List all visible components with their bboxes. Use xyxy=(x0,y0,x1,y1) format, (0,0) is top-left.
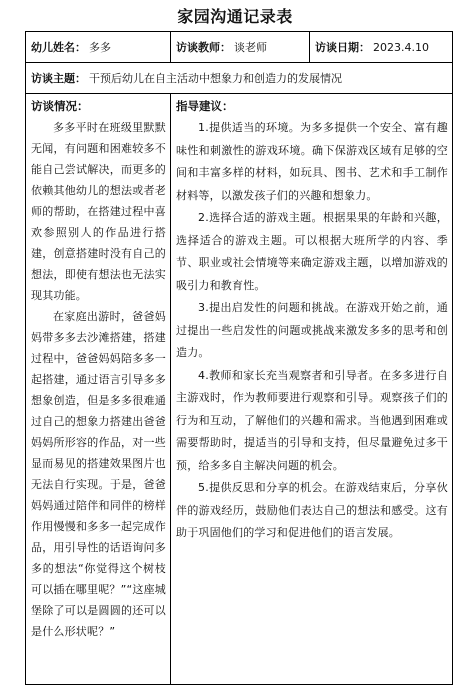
suggestions-cell xyxy=(171,94,453,685)
page-title: 家园沟通记录表 xyxy=(177,7,293,26)
header-row xyxy=(26,32,453,63)
teacher-label: 访谈教师： xyxy=(176,41,231,54)
topic-cell xyxy=(26,63,453,94)
suggestions-heading: 指导建议： xyxy=(176,99,234,113)
child-name-cell xyxy=(26,32,171,63)
content-row xyxy=(26,94,453,685)
situation-heading: 访谈情况： xyxy=(31,99,89,113)
suggestion-paragraph: 2.选择合适的游戏主题。根据果果的年龄和兴趣，选择适合的游戏主题。可以根据大班所学的内容、季节、职业或社会情境等来确定游戏主题，以增加游戏的吸引力和教育性。 xyxy=(176,211,448,292)
situation-paragraph: 多多平时在班级里默默无闻，有问题和困难较多不能自己尝试解决，而更多的依赖其他幼儿的想法或者老师的帮助，在搭建过程中喜欢参照别人的作品进行搭建，创意搭建时没有自己的想法，即使有想法也无法实现其功能。 xyxy=(31,121,166,302)
suggestion-paragraph: 3.提出启发性的问题和挑战。在游戏开始之前，通过提出一些启发性的问题或挑战来激发多多的思考和创造力。 xyxy=(176,301,448,359)
date-value: 2023.4.10 xyxy=(373,41,429,54)
topic-label: 访谈主题： xyxy=(31,72,86,85)
child-name-value: 多多 xyxy=(89,41,111,54)
topic-value: 干预后幼儿在自主活动中想象力和创造力的发展情况 xyxy=(89,72,342,85)
teacher-value: 谈老师 xyxy=(234,41,267,54)
teacher-cell xyxy=(171,32,310,63)
topic-row xyxy=(26,63,453,94)
suggestion-paragraph: 4.教师和家长充当观察者和引导者。在多多进行自主游戏时，作为教师要进行观察和引导。观察孩子们的行为和互动，了解他们的兴趣和需求。当他遇到困难或需要帮助时，提适当的引导和支持，但尽量避免过多干预，给多多自主解决问题的机会。 xyxy=(176,368,448,472)
date-label: 访谈日期： xyxy=(315,41,370,54)
situation-cell xyxy=(26,94,171,685)
child-name-label: 幼儿姓名： xyxy=(31,41,86,54)
record-table xyxy=(25,31,453,685)
situation-paragraph: 在家庭出游时，爸爸妈妈带多多去沙滩搭建，搭建过程中，爸爸妈妈陪多多一起搭建，通过语言引导多多想象创造，但是多多很难通过自己的想象力搭建出爸爸妈妈所形容的作品，对一些显而易见的搭建效果图片也无法自行实现。于是，爸爸妈妈通过陪伴和同伴的榜样作用慢慢和多多一起完成作品，用引导性的话语询问多多的想法“你觉得这个树枝可以插在哪里呢？”“这座城堡除了可以是圆圆的还可以是什么形状呢？” xyxy=(31,310,166,638)
suggestion-paragraph: 1.提供适当的环境。为多多提供一个安全、富有趣味性和刺激性的游戏环境。确下保游戏区域有足够的空间和丰富多样的材料，如玩具、图书、艺术和手工制作材料等，以激发孩子们的兴趣和想象力。 xyxy=(176,121,448,202)
suggestion-paragraph: 5.提供反思和分享的机会。在游戏结束后，分享伙伴的游戏经历，鼓励他们表达自己的想法和感受。这有助于巩固他们的学习和促进他们的语言发展。 xyxy=(176,481,448,539)
date-cell xyxy=(310,32,453,63)
